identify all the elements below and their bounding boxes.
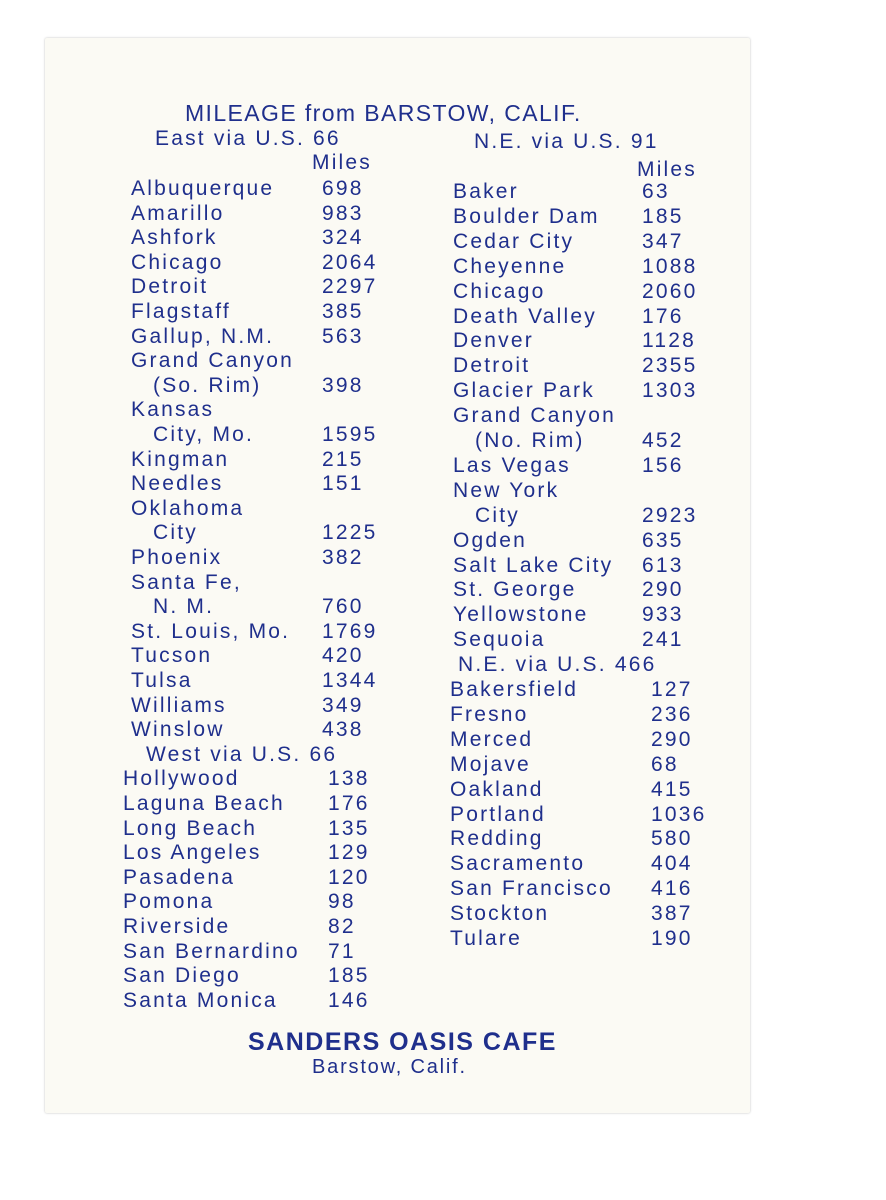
mileage-row-miles: 120 [328,865,370,889]
mileage-row [131,644,364,668]
mileage-row [453,304,684,329]
mileage-row-miles: 398 [322,373,364,397]
mileage-row-city: Santa Fe, [131,570,242,594]
mileage-row-miles: 2060 [642,279,698,303]
mileage-row-city: Kingman [131,447,230,471]
mileage-row-city: Stockton [450,902,550,926]
mileage-row-city: Tulsa [131,669,193,692]
cafe-name: SANDERS OASIS CAFE [248,1028,557,1056]
mileage-row-city: Ogden [453,528,528,552]
route-heading-city: East via U.S. 66 [155,127,341,150]
mileage-row-city: Winslow [131,718,225,742]
mileage-row-miles: 324 [322,226,364,250]
mileage-row-city: Tucson [131,644,213,668]
mileage-row [131,447,364,472]
cafe-location: Barstow, Calif. [312,1056,467,1078]
mileage-row-city: Ashfork [131,226,218,250]
mileage-row-city: St. Louis, Mo. [131,619,291,643]
mileage-row [453,354,698,378]
mileage-row [453,180,670,204]
mileage-row [453,254,698,279]
mileage-row-city: Williams [131,693,227,717]
mileage-row [131,521,378,545]
mileage-row [450,877,693,901]
mileage-row [131,398,214,422]
mileage-row [453,578,684,602]
mileage-row-city: (No. Rim) [475,429,585,452]
mileage-row [123,915,356,939]
mileage-row-city: New York [453,478,560,502]
mileage-row-miles: 983 [322,201,364,225]
route-heading [474,130,659,154]
mileage-row-city: Riverside [123,915,231,938]
mileage-row-city: St. George [453,578,577,602]
mileage-row-miles: 760 [322,595,364,619]
mileage-row-miles: 1088 [642,254,698,278]
mileage-row [450,902,693,926]
mileage-row-city: Tulare [450,927,522,950]
mileage-row-miles: 1303 [642,379,698,403]
mileage-row-city: Glacier Park [453,379,595,403]
mileage-row [450,777,693,802]
mileage-row [123,939,356,964]
mileage-row [453,329,696,353]
mileage-row-miles: 1344 [322,669,378,692]
miles-header-city: Miles [312,151,373,174]
mileage-row-miles: 1036 [651,802,707,826]
mileage-row [450,852,693,876]
mileage-row-miles: 82 [328,915,356,938]
mileage-row [131,201,364,226]
mileage-row-miles: 2297 [322,275,378,299]
mileage-row-miles: 241 [642,628,684,652]
route-heading [458,653,656,677]
mileage-row-city: City, Mo. [153,423,255,446]
mileage-row-city: San Diego [123,964,241,988]
mileage-row [450,827,693,851]
mileage-row-city: Oakland [450,777,544,801]
mileage-row-miles: 68 [651,752,679,776]
mileage-row-city: Long Beach [123,816,258,840]
mileage-row [131,619,378,644]
mileage-row [453,429,684,453]
mileage-row-city: Santa Monica [123,988,278,1012]
mileage-row-miles: 129 [328,841,370,865]
mileage-row [123,890,356,914]
mileage-row-miles: 580 [651,827,693,851]
mileage-row-miles: 1769 [322,619,378,643]
mileage-row-city: Mojave [450,752,531,776]
mileage-row-city: Flagstaff [131,300,231,323]
mileage-row [131,349,294,373]
mileage-row-city: San Bernardino [123,939,300,963]
mileage-row-city: Needles [131,472,224,496]
mileage-row [131,177,364,201]
mileage-row-city: Pasadena [123,865,236,889]
mileage-row-city: Grand Canyon [131,349,294,373]
route-heading-city: N.E. via U.S. 466 [458,653,657,677]
mileage-row-miles: 138 [328,767,370,791]
mileage-row-miles: 98 [328,890,356,914]
mileage-row-city: Gallup, N.M. [131,324,275,348]
mileage-row-miles: 382 [322,546,364,569]
miles-header-city: Miles [637,158,698,181]
mileage-row [131,300,364,324]
mileage-row [450,702,693,727]
mileage-row-miles: 1225 [322,521,378,545]
mileage-row [453,503,698,528]
mileage-row-miles: 1595 [322,423,378,446]
mileage-row-miles: 385 [322,300,364,323]
mileage-row [450,678,693,702]
mileage-row-city: City [475,503,520,527]
mileage-row-miles: 146 [328,988,370,1012]
mileage-row [450,802,707,827]
mileage-row [450,927,693,951]
mileage-row [131,250,378,275]
mileage-row [450,752,679,777]
mileage-row [131,693,364,718]
mileage-row [453,628,684,652]
mileage-row [453,379,698,403]
mileage-row-miles: 563 [322,324,364,348]
mileage-row-city: Cheyenne [453,254,567,278]
mileage-row-miles: 151 [322,472,364,496]
mileage-row-city: Fresno [450,702,529,726]
mileage-row [131,226,364,250]
mileage-row-miles: 290 [651,727,693,751]
mileage-row-miles: 156 [642,453,684,477]
mileage-row-city: Merced [450,727,534,751]
mileage-row-miles: 215 [322,447,364,471]
mileage-row [123,792,370,816]
mileage-row [123,964,370,988]
mileage-row-city: Hollywood [123,767,240,791]
mileage-row [453,553,684,578]
mileage-row-city: Sacramento [450,852,586,876]
mileage-row-city: Portland [450,802,546,826]
mileage-row-city: Boulder Dam [453,204,600,228]
mileage-row-city: Salt Lake City [453,553,614,577]
mileage-row-miles: 415 [651,777,693,801]
mileage-row [453,453,684,478]
mileage-row-miles: 135 [328,816,370,840]
mileage-row [123,841,370,865]
mileage-row-miles: 347 [642,229,684,253]
mileage-row-miles: 635 [642,528,684,552]
route-heading-city: N.E. via U.S. 91 [474,130,659,153]
mileage-row-miles: 185 [328,964,370,988]
mileage-row-city: Oklahoma [131,496,245,520]
mileage-row-miles: 127 [651,678,693,701]
mileage-row-miles: 438 [322,718,364,742]
mileage-row [123,988,370,1013]
mileage-row [123,865,370,890]
mileage-row [131,571,242,595]
mileage-row-city: City [153,521,198,545]
mileage-row-miles: 698 [322,177,364,200]
mileage-row-miles: 236 [651,702,693,726]
mileage-row-city: Chicago [131,250,224,274]
mileage-row [453,229,684,254]
mileage-row [450,727,693,752]
route-heading [146,743,337,767]
route-heading-city: West via U.S. 66 [146,742,338,766]
mileage-row-city: Denver [453,329,534,353]
mileage-row-city: (So. Rim) [153,373,262,397]
mileage-row-miles: 404 [651,852,693,876]
mileage-row-city: Baker [453,180,519,203]
mileage-row [131,423,378,447]
mileage-row-miles: 63 [642,180,670,203]
mileage-row-city: Los Angeles [123,841,262,865]
mileage-row-miles: 176 [328,792,370,815]
mileage-row-miles: 1128 [642,329,696,353]
mileage-row [453,603,684,627]
mileage-row-city: Detroit [453,354,531,378]
mileage-row-city: Amarillo [131,201,225,225]
mileage-row [453,204,684,229]
mileage-row-miles: 190 [651,927,693,950]
mileage-row-miles: 2064 [322,250,378,274]
mileage-row [453,528,684,553]
mileage-row [131,497,244,521]
mileage-row [131,472,364,496]
mileage-row-city: Albuquerque [131,177,275,200]
mileage-row-miles: 613 [642,553,684,577]
mileage-row [131,669,378,693]
mileage-row [453,404,616,428]
mileage-row-miles: 71 [328,939,356,963]
mileage-row-miles: 2355 [642,354,698,378]
miles-header [637,158,697,182]
miles-header [312,151,372,175]
mileage-row-city: Laguna Beach [123,792,285,815]
mileage-row [123,767,370,791]
mileage-row-city: Redding [450,827,544,851]
mileage-row-city: Cedar City [453,229,575,253]
mileage-row [131,546,364,570]
mileage-row-city: Yellowstone [453,603,589,627]
mileage-row-miles: 349 [322,693,364,717]
mileage-row-city: N. M. [153,595,215,619]
mileage-row-miles: 185 [642,204,684,228]
mileage-row [131,718,364,742]
mileage-row-city: San Francisco [450,877,613,901]
mileage-row-city: Grand Canyon [453,404,616,428]
mileage-row [453,279,698,304]
mileage-row-city: Death Valley [453,304,597,328]
mileage-row-miles: 416 [651,877,693,901]
mileage-row [131,324,364,349]
mileage-row-city: Pomona [123,890,215,914]
mileage-row-city: Phoenix [131,546,223,569]
mileage-row-city: Detroit [131,275,209,299]
mileage-row [123,816,370,841]
mileage-row-miles: 933 [642,603,684,627]
mileage-row-miles: 176 [642,304,684,328]
mileage-row-miles: 387 [651,902,693,926]
mileage-row-city: Sequoia [453,628,546,652]
mileage-row-miles: 452 [642,429,684,452]
page-title: MILEAGE from BARSTOW, CALIF. [185,100,582,126]
mileage-row-city: Chicago [453,279,546,303]
mileage-row [453,479,559,503]
mileage-row-city: Las Vegas [453,453,571,477]
mileage-row [131,373,364,398]
mileage-row-miles: 2923 [642,503,698,527]
mileage-row [131,275,378,299]
mileage-row [131,595,364,619]
mileage-row-miles: 420 [322,644,364,668]
mileage-row-city: Bakersfield [450,678,579,701]
mileage-row-miles: 290 [642,578,684,602]
route-heading [155,127,341,151]
mileage-row-city: Kansas [131,398,215,422]
